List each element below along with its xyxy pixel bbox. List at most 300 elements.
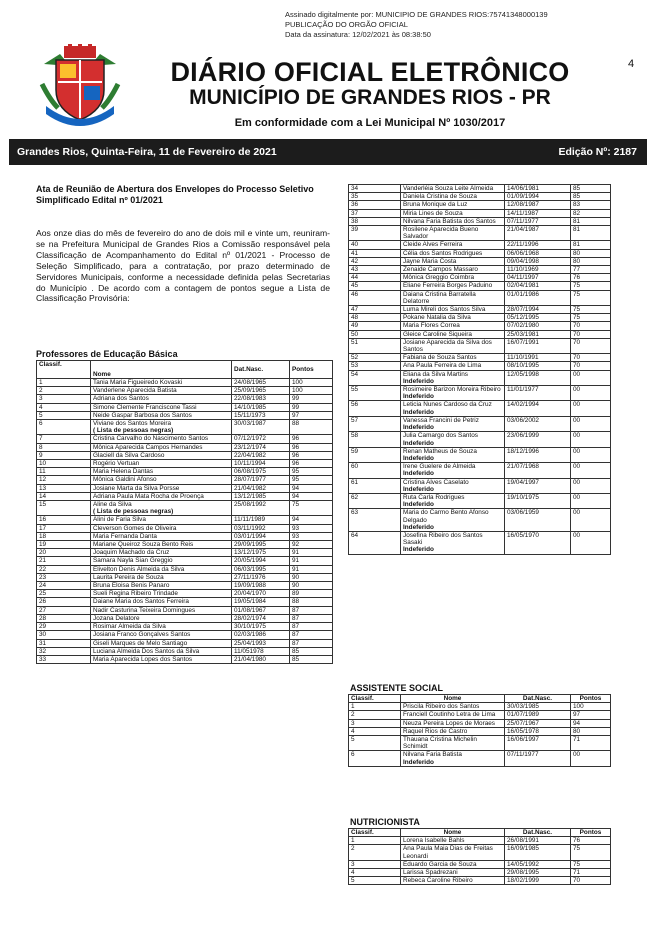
cell-pontos [290,614,333,622]
cell-nome [401,290,505,305]
col-header-dat-nasc: Dat.Nasc. [505,695,571,703]
cell-classif [349,226,401,241]
cell-classif [37,468,91,476]
cell-nome-text: Franciell Coutinho Letra de Lima [403,711,496,719]
cell-nome-text: Viviane dos Santos Moreira [93,420,172,428]
cell-nome-text: Daiana Cristina Barratella Delatorre [403,290,476,305]
col-header-pontos: Pontos [571,695,611,703]
cell-pontos [290,460,333,468]
table-row [37,565,333,573]
cell-pontos [571,860,611,868]
cell-nome [91,403,232,411]
cell-dat-nasc-text: 12/08/1987 [507,201,539,209]
cell-pontos [290,435,333,443]
cell-pontos [571,257,611,265]
cell-classif [349,290,401,305]
cell-nome-text: Jozana Delatore [93,614,140,622]
cell-classif [37,443,91,451]
cell-classif [349,463,401,478]
cell-dat-nasc-text: 01/08/1967 [234,606,266,614]
cell-nome-text: Elivelton Denis Almeida da Silva [93,565,185,573]
cell-note: Indeferido [403,424,434,432]
cell-pontos [290,565,333,573]
cell-pontos-text: 96 [292,451,300,459]
cell-pontos [571,447,611,462]
cell-nome [91,379,232,387]
cell-classif-text: 8 [39,443,43,451]
cell-classif-text: 2 [351,711,355,719]
cell-nome-text: Priscila Ribeiro dos Santos [403,703,480,711]
cell-pontos-text: 94 [292,484,300,492]
cell-pontos [290,590,333,598]
cell-pontos-text: 87 [292,631,300,639]
table-row [349,493,611,508]
col-header-nome: Nome [401,829,505,837]
cell-dat-nasc [505,290,571,305]
table-row [37,532,333,540]
cell-pontos-text: 00 [573,478,581,486]
cell-pontos [571,249,611,257]
cell-dat-nasc-text: 07/11/1977 [507,751,539,759]
table-row [349,330,611,338]
col-header-nome: Nome [401,695,505,703]
cell-pontos [290,582,333,590]
cell-classif-text: 46 [351,290,359,298]
cell-nome [401,338,505,353]
cell-nome-text: Cleverson Gomes de Oliveira [93,524,177,532]
cell-pontos [290,606,333,614]
cell-classif-text: 12 [39,476,47,484]
cell-dat-nasc [232,460,290,468]
cell-nome-text: Josiane Marta da Silva Porsse [93,484,180,492]
table-row [349,217,611,225]
table-row [349,860,611,868]
cell-pontos [290,501,333,516]
cell-nome [91,598,232,606]
cell-pontos-text: 00 [573,463,581,471]
cell-classif [349,241,401,249]
cell-nome [91,501,232,516]
cell-pontos-text: 76 [573,274,581,282]
table-row [37,476,333,484]
cell-classif-text: 4 [351,727,355,735]
cell-classif [37,582,91,590]
cell-dat-nasc-text: 20/04/1970 [234,590,266,598]
cell-classif [37,606,91,614]
cell-classif [349,306,401,314]
cell-classif [349,282,401,290]
cell-pontos-text: 76 [573,837,581,845]
cell-nome [401,274,505,282]
cell-dat-nasc [232,484,290,492]
cell-pontos [290,532,333,540]
table-row [37,395,333,403]
cell-pontos-text: 89 [292,590,300,598]
cell-note: Indeferido [403,408,434,416]
cell-pontos [571,401,611,416]
cell-nome [91,476,232,484]
cell-pontos-text: 71 [573,736,581,744]
table-row [349,209,611,217]
col-header-nome: Nome [91,361,232,379]
cell-nome-text: Bruna Monique da Luz [403,201,468,209]
cell-dat-nasc [232,631,290,639]
cell-pontos [290,395,333,403]
cell-nome [91,420,232,435]
cell-pontos-text: 71 [573,869,581,877]
cell-nome-text: Glaciell da Silva Cardoso [93,451,165,459]
cell-pontos [290,484,333,492]
table-row [349,447,611,462]
cell-dat-nasc-text: 16/05/1978 [507,727,539,735]
cell-dat-nasc-text: 29/09/1995 [234,541,266,549]
cell-nome-text: Pokane Natalia da Silva [403,314,471,322]
cell-nome-text: Adriana Paula Mata Rocha de Proença [93,492,204,500]
cell-dat-nasc [505,282,571,290]
cell-dat-nasc-text: 28/07/1994 [507,306,539,314]
cell-dat-nasc [505,185,571,193]
cell-dat-nasc-text: 15/11/1973 [234,411,266,419]
cell-nome-text: Eliana da Silva Martins [403,370,469,378]
cell-pontos-text: 100 [292,387,303,395]
cell-nome-text: Mônica Greggio Coimbra [403,274,475,282]
cell-classif [37,639,91,647]
cell-classif-text: 16 [39,516,47,524]
table-row [349,869,611,877]
cell-dat-nasc [232,623,290,631]
cell-dat-nasc-text: 07/11/1977 [507,217,539,225]
cell-pontos [571,493,611,508]
table-row [37,655,333,663]
cell-classif-text: 14 [39,492,47,500]
cell-nome-text: Renan Matheus de Souza [403,447,477,455]
cell-classif [37,549,91,557]
cell-dat-nasc-text: 22/08/1983 [234,395,266,403]
cell-classif-text: 25 [39,590,47,598]
cell-dat-nasc-text: 28/07/1977 [234,476,266,484]
cell-classif [349,432,401,447]
cell-dat-nasc-text: 14/06/1981 [507,185,539,192]
cell-dat-nasc-text: 21/07/1968 [507,463,539,471]
table-row [37,420,333,435]
cell-nome-text: Fabiana de Souza Santos [403,354,477,362]
cell-dat-nasc [232,387,290,395]
cell-dat-nasc-text: 06/06/1968 [507,249,539,257]
cell-dat-nasc-text: 11/10/1991 [507,354,539,362]
cell-classif-text: 58 [351,432,359,440]
cell-dat-nasc [505,274,571,282]
cell-dat-nasc [505,370,571,385]
cell-pontos-text: 70 [573,354,581,362]
table-row [37,549,333,557]
cell-nome-text: Josiana Franco Gonçalves Santos [93,631,191,639]
cell-nome [91,614,232,622]
cell-classif-text: 38 [351,217,359,225]
cell-classif [349,322,401,330]
cell-nome-text: Simone Clemente Franciscone Tassi [93,403,197,411]
table-row [37,639,333,647]
cell-classif-text: 52 [351,354,359,362]
cell-dat-nasc [505,531,571,554]
cell-classif [37,492,91,500]
cell-classif-text: 24 [39,582,47,590]
cell-nome-text: Cleide Alves Ferreira [403,241,463,249]
cell-dat-nasc-text: 25/04/1993 [234,639,266,647]
cell-note: Indeferido [403,439,434,447]
cell-nome-text: Rosilene Aparecida Bueno Salvador [403,226,479,241]
cell-nome [91,387,232,395]
cell-dat-nasc [505,416,571,431]
cell-dat-nasc [232,606,290,614]
cell-classif-text: 64 [351,531,359,539]
table-row [349,751,611,766]
cell-nome [401,257,505,265]
cell-dat-nasc [505,266,571,274]
cell-note: Indeferido [403,454,434,462]
cell-dat-nasc [505,703,571,711]
cell-dat-nasc-text: 23/12/1974 [234,443,266,451]
cell-dat-nasc [505,322,571,330]
cell-pontos [290,573,333,581]
cell-nome [401,306,505,314]
cell-nome [401,509,505,532]
cell-dat-nasc [505,201,571,209]
cell-dat-nasc [232,524,290,532]
cell-nome-text: Samara Nayla Sian Greggio [93,557,173,565]
cell-classif-text: 1 [351,837,355,845]
cell-pontos-text: 91 [292,549,300,557]
cell-pontos [571,193,611,201]
table-row [349,531,611,554]
cell-dat-nasc [232,655,290,663]
cell-dat-nasc [505,209,571,217]
cell-pontos [571,703,611,711]
cell-dat-nasc [505,478,571,493]
cell-pontos-text: 75 [573,282,581,290]
table-row [349,401,611,416]
cell-nome-text: Cristina Carvalho do Nascimento Santos [93,435,209,443]
cell-nome-text: Joaquim Machado da Cruz [93,549,170,557]
cell-nome-text: Sueli Regina Ribeiro Trindade [93,590,178,598]
cell-pontos [571,877,611,885]
cell-classif [349,201,401,209]
table-row [349,362,611,370]
cell-classif-text: 49 [351,322,359,330]
cell-pontos-text: 75 [573,306,581,314]
table-row [349,370,611,385]
table-row [37,435,333,443]
assistente-social-table [348,694,611,767]
cell-pontos [571,354,611,362]
cell-pontos-text: 00 [573,493,581,501]
table-row [349,266,611,274]
cell-nome-text: Daiane Maria dos Santos Ferreira [93,598,189,606]
cell-classif [349,370,401,385]
cell-pontos [290,541,333,549]
cell-nome-text: Ana Paula Ferreira de Lima [403,362,482,370]
table-row [37,468,333,476]
table-row [37,411,333,419]
cell-classif-text: 33 [39,655,47,663]
table-row [37,598,333,606]
cell-classif [349,478,401,493]
table-row [349,703,611,711]
cell-classif-text: 34 [351,185,359,192]
table-row [37,403,333,411]
signature-line: PUBLICAÇÃO DO ORGÃO OFICIAL [285,20,408,29]
cell-dat-nasc [232,420,290,435]
cell-classif-text: 61 [351,478,359,486]
cell-pontos-text: 90 [292,582,300,590]
table-row [37,557,333,565]
cell-pontos-text: 97 [292,411,300,419]
cell-dat-nasc-text: 11/051978 [234,647,264,655]
cell-nome [401,217,505,225]
cell-pontos-text: 75 [573,860,581,868]
cell-dat-nasc-text: 25/07/1967 [507,719,539,727]
cell-dat-nasc-text: 25/08/1992 [234,501,266,509]
cell-nome [91,451,232,459]
cell-dat-nasc [232,532,290,540]
cell-classif-text: 15 [39,501,47,509]
cell-nome-text: Aline da Silva [93,501,132,509]
cell-dat-nasc [232,379,290,387]
cell-classif [349,274,401,282]
cell-nome-text: Nadir Casturina Teixeira Domingues [93,606,196,614]
cell-nome [401,751,505,766]
cell-pontos-text: 00 [573,509,581,517]
cell-classif-text: 3 [351,860,355,868]
cell-dat-nasc [505,736,571,751]
table-row [349,478,611,493]
cell-classif [37,435,91,443]
cell-classif-text: 63 [351,509,359,517]
cell-classif [349,266,401,274]
cell-pontos [290,468,333,476]
table-row [349,274,611,282]
cell-dat-nasc [232,476,290,484]
cell-dat-nasc-text: 27/11/1976 [234,573,266,581]
cell-classif-text: 55 [351,386,359,394]
cell-nome [401,282,505,290]
cell-nome-text: Josiane Aparecida da Silva dos Santos [403,338,492,354]
col-header-dat-nasc: Dat.Nasc. [232,361,290,379]
cell-pontos [290,476,333,484]
cell-pontos-text: 100 [573,703,584,711]
table-row [349,837,611,845]
page-number: 4 [628,58,635,70]
cell-pontos-text: 99 [292,395,300,403]
cell-pontos-text: 85 [292,655,300,663]
cell-dat-nasc [505,493,571,508]
cell-pontos-text: 00 [573,447,581,455]
cell-classif-text: 10 [39,460,47,468]
cell-nome-text: Laurita Pereira de Souza [93,573,164,581]
table-row [349,386,611,401]
cell-nome-text: Bruna Eloisa Benis Panaro [93,582,170,590]
cell-classif [37,623,91,631]
cell-nome [401,209,505,217]
cell-classif [37,532,91,540]
cell-dat-nasc [232,598,290,606]
cell-classif [37,501,91,516]
table-row [37,443,333,451]
cell-classif-text: 59 [351,447,359,455]
cell-pontos [290,411,333,419]
cell-classif-text: 60 [351,463,359,471]
cell-classif-text: 5 [351,736,355,744]
cell-classif-text: 62 [351,493,359,501]
cell-classif [37,395,91,403]
cell-nome-text: Alini de Faria Silva [93,516,146,524]
col-header-classif: Classif. [349,829,401,837]
cell-pontos-text: 95 [292,468,300,476]
table-row [37,573,333,581]
cell-dat-nasc-text: 11/11/1989 [234,516,266,524]
table-row [349,845,611,860]
cell-classif-text: 53 [351,362,359,370]
cell-nome-text: Julia Camargo dos Santos [403,432,478,440]
cell-classif [37,476,91,484]
cell-dat-nasc [505,226,571,241]
cell-dat-nasc [232,565,290,573]
cell-dat-nasc [232,501,290,516]
cell-nome [401,193,505,201]
table-row [37,516,333,524]
cell-classif [349,837,401,845]
cell-dat-nasc [505,711,571,719]
cell-dat-nasc [505,362,571,370]
cell-pontos-text: 93 [292,524,300,532]
cell-classif [349,209,401,217]
cell-dat-nasc [505,860,571,868]
cell-dat-nasc-text: 06/08/1975 [234,468,266,476]
cell-pontos [290,557,333,565]
cell-nome-text: Eliane Ferreira Borges Paduino [403,282,493,290]
cell-classif-text: 31 [39,639,47,647]
cell-pontos-text: 85 [573,185,581,192]
cell-classif [37,411,91,419]
cell-nome-text: Mariane Queiroz Souza Bento Reis [93,541,194,549]
cell-classif [37,420,91,435]
cell-dat-nasc-text: 16/07/1991 [507,338,539,346]
cell-classif-text: 3 [39,395,43,403]
cell-dat-nasc-text: 16/06/1997 [507,736,539,744]
cell-nome-text: Zenaide Campos Massaro [403,266,478,274]
cell-nome-text: Vanderlene Aparecida Batista [93,387,177,395]
cell-classif [349,257,401,265]
cell-pontos [571,322,611,330]
cell-nome [91,639,232,647]
cell-pontos [571,432,611,447]
cell-classif-text: 7 [39,435,43,443]
cell-nome-text: Rosimar Almeida da Silva [93,623,166,631]
cell-dat-nasc [505,877,571,885]
table-row [349,185,611,193]
table-row [37,631,333,639]
cell-pontos [571,282,611,290]
cell-nome-text: Larissa Spadrezani [403,869,458,877]
cell-classif-text: 27 [39,606,47,614]
cell-classif-text: 30 [39,631,47,639]
cell-pontos-text: 82 [573,209,581,217]
cell-classif-text: 45 [351,282,359,290]
cell-note: Indeferido [403,485,434,493]
cell-dat-nasc [505,338,571,353]
cell-dat-nasc-text: 05/12/1995 [507,314,539,322]
cell-dat-nasc [232,395,290,403]
municipal-coat-of-arms-logo [38,44,122,128]
